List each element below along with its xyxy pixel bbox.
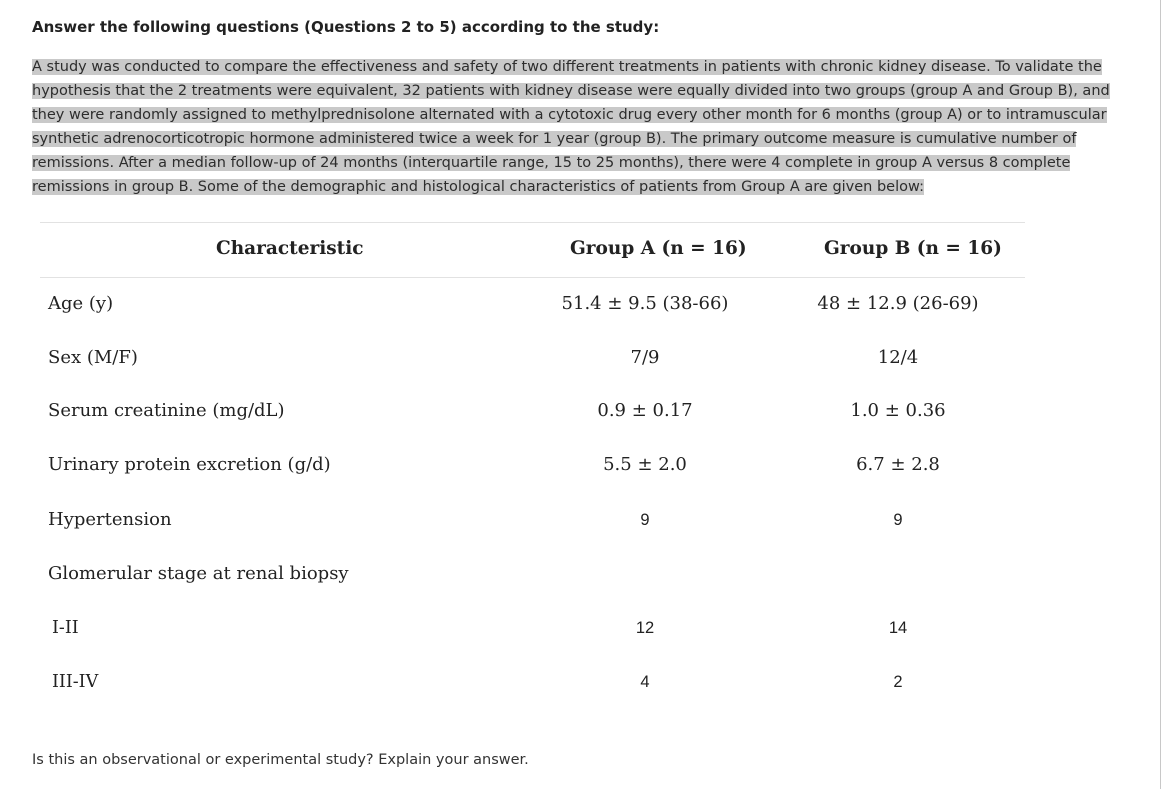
row-creatinine-group-b: 1.0 ± 0.36 <box>850 400 946 421</box>
row-creatinine-group-a: 0.9 ± 0.17 <box>597 400 693 421</box>
row-stage-iii-iv-group-a: 4 <box>640 673 650 691</box>
row-stage-i-ii-group-b: 14 <box>888 619 908 637</box>
row-label-glomerular-stage: Glomerular stage at renal biopsy <box>48 563 349 584</box>
row-hypertension-group-b: 9 <box>893 511 903 529</box>
row-label-sex: Sex (M/F) <box>48 347 138 368</box>
instructions-heading: Answer the following questions (Questions 2 to 5) according to the study: <box>32 18 660 36</box>
study-passage <box>32 55 1142 199</box>
row-protein-group-a: 5.5 ± 2.0 <box>603 454 687 475</box>
highlighted-study-text: A study was conducted to compare the effectiveness and safety of two different treatments in patients with chronic kidney disease. To validate the hypothesis that the 2 treatments were equivalent, 32 patients with kidney disease were equally divided into two groups (group A and Group B), and they were randomly assigned to methylprednisolone alternated with a cytotoxic drug every other month for 6 months (group A) or to intramuscular synthetic adrenocorticotropic hormone administered twice a week for 1 year (group B). The primary outcome measure is cumulative number of remissions. After a median follow-up of 24 months (interquartile range, 15 to 25 months), there were 4 complete in group A versus 8 complete remissions in group B. Some of the demographic and histological characteristics of patients from Group A are given below: <box>32 59 1110 195</box>
header-characteristic: Characteristic <box>216 238 364 259</box>
row-label-age: Age (y) <box>48 293 114 314</box>
header-group-b: Group B (n = 16) <box>824 238 1002 259</box>
table-header-rule <box>40 277 1025 278</box>
header-group-a: Group A (n = 16) <box>570 238 747 259</box>
row-label-serum-creatinine: Serum creatinine (mg/dL) <box>48 400 285 421</box>
row-sex-group-a: 7/9 <box>630 347 660 368</box>
row-label-stage-iii-iv: III-IV <box>52 672 99 692</box>
row-age-group-a: 51.4 ± 9.5 (38-66) <box>561 293 729 314</box>
table-top-rule <box>40 222 1025 223</box>
question-prompt: Is this an observational or experimental study? Explain your answer. <box>32 752 529 768</box>
row-age-group-b: 48 ± 12.9 (26-69) <box>817 293 979 314</box>
row-label-stage-i-ii: I-II <box>52 618 79 638</box>
row-stage-iii-iv-group-b: 2 <box>893 673 903 691</box>
row-hypertension-group-a: 9 <box>640 511 650 529</box>
row-label-urinary-protein: Urinary protein excretion (g/d) <box>48 454 331 475</box>
row-label-hypertension: Hypertension <box>48 509 172 530</box>
row-stage-i-ii-group-a: 12 <box>635 619 655 637</box>
row-protein-group-b: 6.7 ± 2.8 <box>856 454 940 475</box>
row-sex-group-b: 12/4 <box>877 347 919 368</box>
content-right-border <box>1160 0 1161 789</box>
